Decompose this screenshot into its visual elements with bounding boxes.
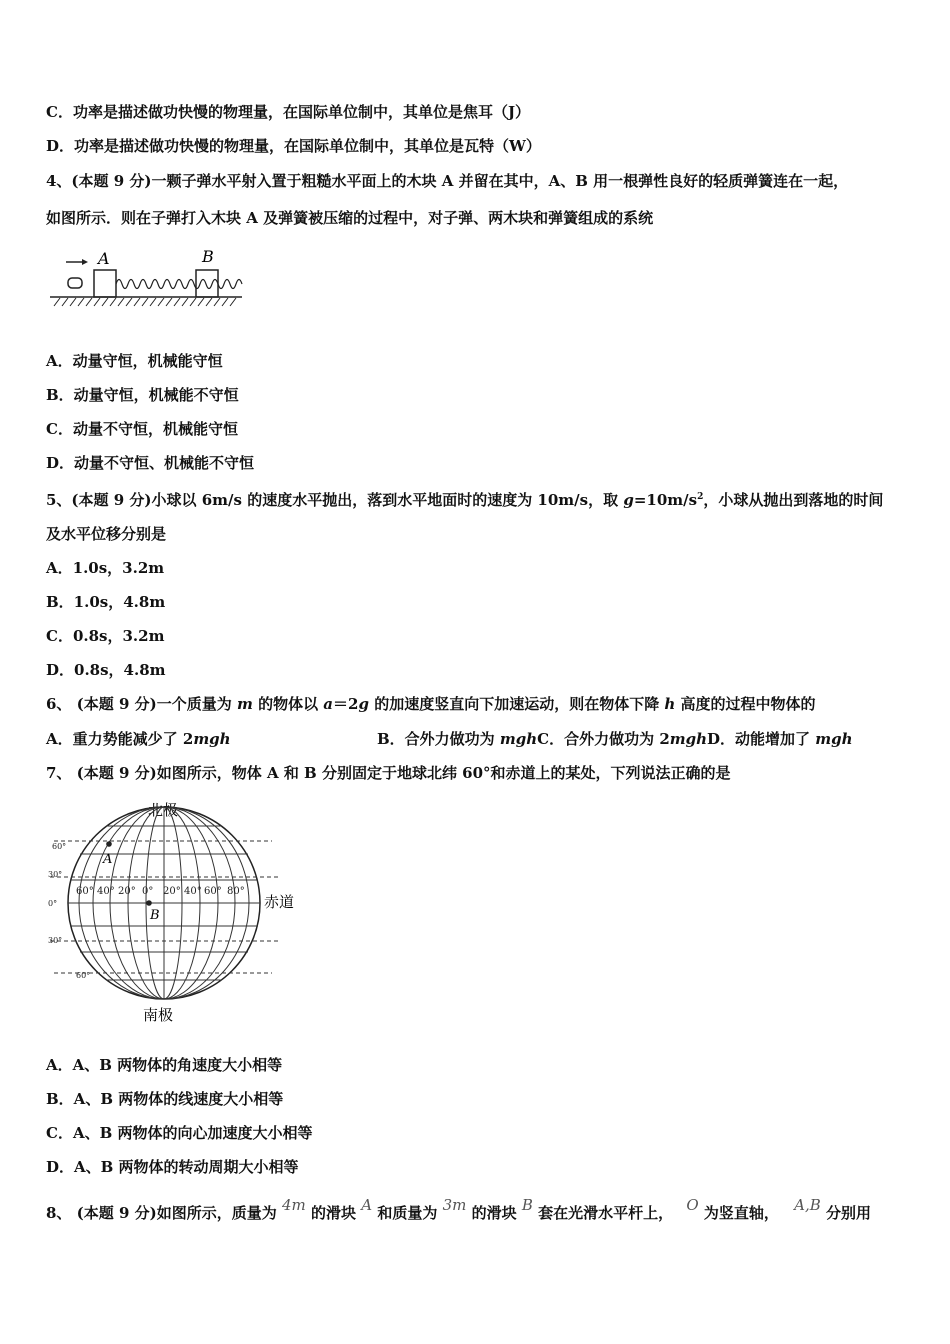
- q4-option-b: B．动量守恒，机械能不守恒: [46, 386, 239, 404]
- q6-option-c-text: C．合外力做功为 2: [537, 730, 670, 748]
- q4-option-c: C．动量不守恒，机械能守恒: [46, 420, 238, 438]
- q5-g: g: [623, 491, 634, 509]
- q6-option-a: [46, 729, 231, 749]
- q8-part4: 的滑块: [471, 1204, 517, 1222]
- lat-label-60n: 60°: [52, 842, 67, 851]
- q5-option-c: C．0.8s，3.2m: [46, 627, 165, 645]
- globe-equator-label: 赤道: [264, 893, 295, 911]
- q6-options-bcd: [377, 729, 853, 749]
- lon-label-20e: 20°: [163, 886, 181, 897]
- lon-label-40e: 40°: [184, 886, 202, 897]
- q7-option-a: A．A、B 两物体的角速度大小相等: [46, 1056, 283, 1074]
- q6-option-d-text: D．动能增加了: [707, 730, 816, 748]
- q4-option-a: A．动量守恒，机械能守恒: [46, 352, 223, 370]
- q8-part1: 8、 (本题 9 分)如图所示，质量为: [46, 1204, 277, 1222]
- q4-stem-line2: 如图所示．则在子弹打入木块 A 及弹簧被压缩的过程中，对子弹、两木块和弹簧组成的系统: [46, 209, 654, 227]
- q6-part4: 的加速度竖直向下加速运动，则在物体下降: [368, 695, 665, 713]
- q7-stem: 7、 (本题 9 分)如图所示，物体 A 和 B 分别固定于地球北纬 60°和赤道上的某处，下列说法正确的是: [46, 764, 731, 782]
- q4-figure-spring-blocks: [46, 244, 246, 316]
- lon-label-20w: 20°: [118, 886, 136, 897]
- q6-part5: 高度的过程中物体的: [675, 695, 816, 713]
- q5-option-b: B．1.0s，4.8m: [46, 593, 166, 611]
- q8-part6: 为竖直轴，: [703, 1204, 779, 1222]
- globe-point-a: [106, 841, 112, 847]
- q5-stem-line2: 及水平位移分别是: [46, 525, 167, 543]
- q6-option-b-expr: mgh: [499, 730, 538, 748]
- q8-mass-a: 4m: [281, 1196, 306, 1214]
- q5-stem-part3: ，小球从抛出到落地的时间: [703, 491, 884, 509]
- q8-part2: 的滑块: [311, 1204, 357, 1222]
- q4-label-b: B: [202, 247, 214, 266]
- q3-option-c: C．功率是描述做功快慢的物理量，在国际单位制中，其单位是焦耳（J）: [46, 103, 531, 121]
- globe-label-b: B: [150, 908, 160, 923]
- q4-option-d: D．动量不守恒、机械能不守恒: [46, 454, 255, 472]
- q8-axis-o: O: [686, 1196, 699, 1214]
- q8-part3: 和质量为: [377, 1204, 438, 1222]
- q6-m: m: [236, 695, 253, 713]
- lat-label-30s: 30°: [48, 936, 63, 945]
- q5-stem-part2: =10m/s: [633, 491, 698, 509]
- lat-label-0: 0°: [48, 899, 58, 908]
- q6-option-d-expr: mgh: [815, 730, 853, 748]
- globe-south-label: 南极: [143, 1006, 174, 1024]
- q8-block-a: A: [361, 1196, 373, 1214]
- globe-label-a: A: [103, 852, 113, 867]
- globe-north-label: 北极: [148, 801, 179, 819]
- q6-option-c-expr: mgh: [669, 730, 708, 748]
- q8-part5: 套在光滑水平杆上，: [538, 1204, 674, 1222]
- q6-option-a-expr: mgh: [193, 730, 231, 748]
- q8-ab: A,B: [794, 1196, 821, 1214]
- q6-stem: [46, 694, 816, 714]
- q6-part1: 6、 (本题 9 分)一个质量为: [46, 695, 237, 713]
- lon-label-80e: 80°: [227, 886, 245, 897]
- q6-option-a-text: A．重力势能减少了 2: [46, 730, 194, 748]
- q6-h: h: [664, 695, 676, 713]
- q8-block-b: B: [521, 1196, 533, 1214]
- lon-label-60w: 60°: [76, 886, 94, 897]
- lat-label-30n: 30°: [48, 870, 63, 879]
- q3-option-d: D．功率是描述做功快慢的物理量，在国际单位制中，其单位是瓦特（W）: [46, 137, 541, 155]
- q4-stem-line1: 4、(本题 9 分)一颗子弹水平射入置于粗糙水平面上的木块 A 并留在其中，A、B 用一根弹性良好的轻质弹簧连在一起，: [46, 172, 849, 190]
- q7-option-b: B．A、B 两物体的线速度大小相等: [46, 1090, 284, 1108]
- lon-label-0: 0°: [142, 886, 154, 897]
- globe-point-b: [146, 900, 152, 906]
- q6-g: g: [358, 695, 369, 713]
- q5-option-d: D．0.8s，4.8m: [46, 661, 166, 679]
- q6-a: a: [323, 695, 334, 713]
- q5-sup: 2: [697, 492, 704, 502]
- q5-stem-line1: [46, 487, 883, 510]
- lon-label-60e: 60°: [204, 886, 222, 897]
- q7-option-d: D．A、B 两物体的转动周期大小相等: [46, 1158, 299, 1176]
- q7-figure-globe: [46, 795, 308, 1027]
- q4-label-a: A: [98, 249, 110, 268]
- q8-mass-b: 3m: [442, 1196, 467, 1214]
- q8-part7: 分别用: [826, 1204, 872, 1222]
- q8-stem: [46, 1196, 872, 1223]
- q6-part2: 的物体以: [252, 695, 324, 713]
- q5-stem-part1: 5、(本题 9 分)小球以 6m/s 的速度水平抛出，落到水平地面时的速度为 10m/s，取: [46, 491, 624, 509]
- q6-option-b-text: B．合外力做功为: [377, 730, 500, 748]
- lat-label-60s: 60°: [76, 971, 91, 980]
- q6-part3: ＝2: [333, 695, 359, 713]
- lon-label-40w: 40°: [97, 886, 115, 897]
- q5-option-a: A．1.0s，3.2m: [46, 559, 165, 577]
- q7-option-c: C．A、B 两物体的向心加速度大小相等: [46, 1124, 313, 1142]
